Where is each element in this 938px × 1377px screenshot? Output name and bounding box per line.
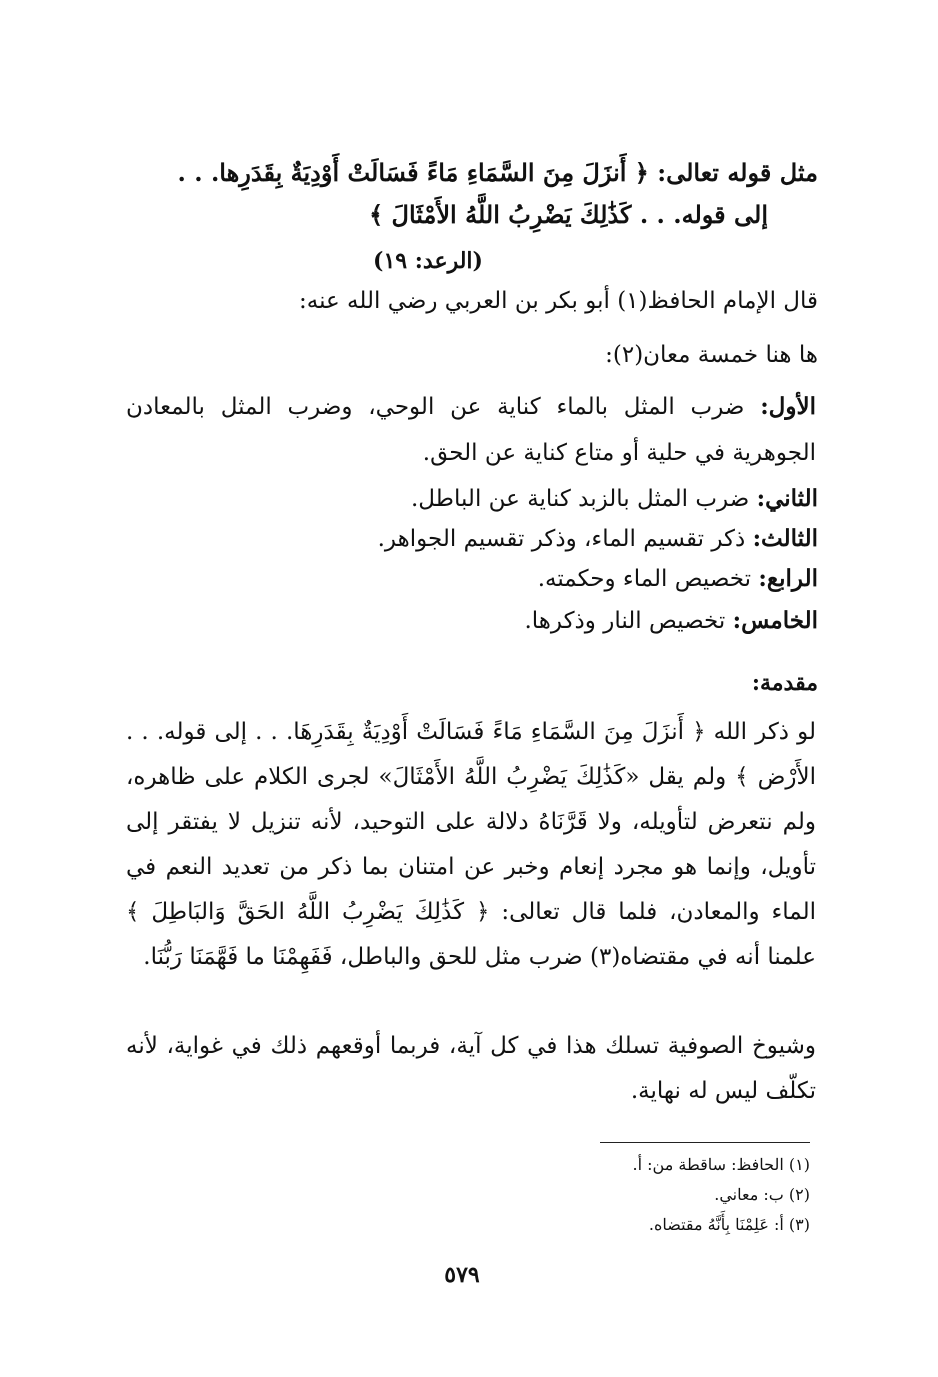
meaning-text: ضرب المثل بالزبد كناية عن الباطل. xyxy=(410,486,750,512)
meaning-label: الرابع: xyxy=(758,565,818,592)
verse-heading-line-1: مثل قوله تعالى: ﴿ أَنزَلَ مِنَ السَّمَاءِ مَاءً فَسَالَتْ أَوْدِيَةٌ بِقَدَرِها. . . xyxy=(177,158,818,187)
meaning-text: ذكر تقسيم الماء، وذكر تقسيم الجواهر. xyxy=(377,526,746,552)
sufi-paragraph: وشيوخ الصوفية تسلك هذا في كل آية، فربما أوقعهم ذلك في غواية، لأنه تكلّف ليس له نهاية. xyxy=(126,1033,816,1104)
five-meanings-intro: ها هنا خمسة معان(٢): xyxy=(605,342,818,368)
meaning-text: ضرب المثل بالماء كناية عن الوحي، وضرب المثل بالمعادن الجوهرية في حلية أو متاع كناية عن الحق. xyxy=(126,394,816,466)
footnote-divider xyxy=(600,1142,810,1143)
footnote-2: (٢) ب: معاني. xyxy=(714,1185,810,1204)
page-number: ٥٧٩ xyxy=(444,1262,480,1288)
section-title: مقدمة: xyxy=(751,670,818,696)
meaning-text: تخصيص الماء وحكمته. xyxy=(537,566,752,592)
verse-reference: (الرعد: ١٩) xyxy=(373,248,483,274)
meaning-text: تخصيص النار وذكرها. xyxy=(524,608,726,634)
meaning-label: الخامس: xyxy=(732,607,818,634)
footnote-1: (١) الحافظ: ساقطة من: أ. xyxy=(632,1155,810,1174)
meaning-label: الثاني: xyxy=(756,485,818,512)
verse-heading-line-2: إلى قوله. . . كَذَٰلِكَ يَضْرِبُ اللَّهُ الأَمْثَالَ ﴾ xyxy=(369,200,768,229)
author-line: قال الإمام الحافظ(١) أبو بكر بن العربي رضي الله عنه: xyxy=(298,288,818,314)
meaning-label: الثالث: xyxy=(752,525,818,552)
intro-paragraph: لو ذكر الله ﴿ أَنزَلَ مِنَ السَّمَاءِ مَاءً فَسَالَتْ أَوْدِيَةٌ بِقَدَرِهَا. . . إلى قوله. . . الأَرْض ﴾ ولم يقل «كَذَٰلِكَ يَضْرِبُ اللَّهُ الأَمْثَالَ» لجرى الكلام على ظاهره، ولم نتعرض لتأويله، ولا قَرَّنَاهُ دلالة على التوحيد، لأنه تنزيل لا يفتقر إلى تأويل، وإنما هو مجرد إنعام وخبر عن امتنان بما ذكر من تعديد النعم في الماء والمعادن، فلما قال تعالى: ﴿ كَذَٰلِكَ يَضْرِبُ اللَّهُ الحَقَّ وَالبَاطِلَ ﴾ علمنا أنه في مقتضاه(٣) ضرب مثل للحق والباطل، فَفَهِمْنَا ما فَهَّمَنَا رَبُّنَا. xyxy=(126,719,816,970)
footnotes xyxy=(120,1150,810,1240)
meaning-item-1 xyxy=(126,384,816,476)
meaning-item-5 xyxy=(118,598,818,644)
meaning-label: الأول: xyxy=(760,393,817,420)
footnote-3: (٣) أ: عَلِمْنَا بِأَنَّهُ مقتضاه. xyxy=(648,1215,810,1234)
meaning-item-4 xyxy=(118,556,818,602)
